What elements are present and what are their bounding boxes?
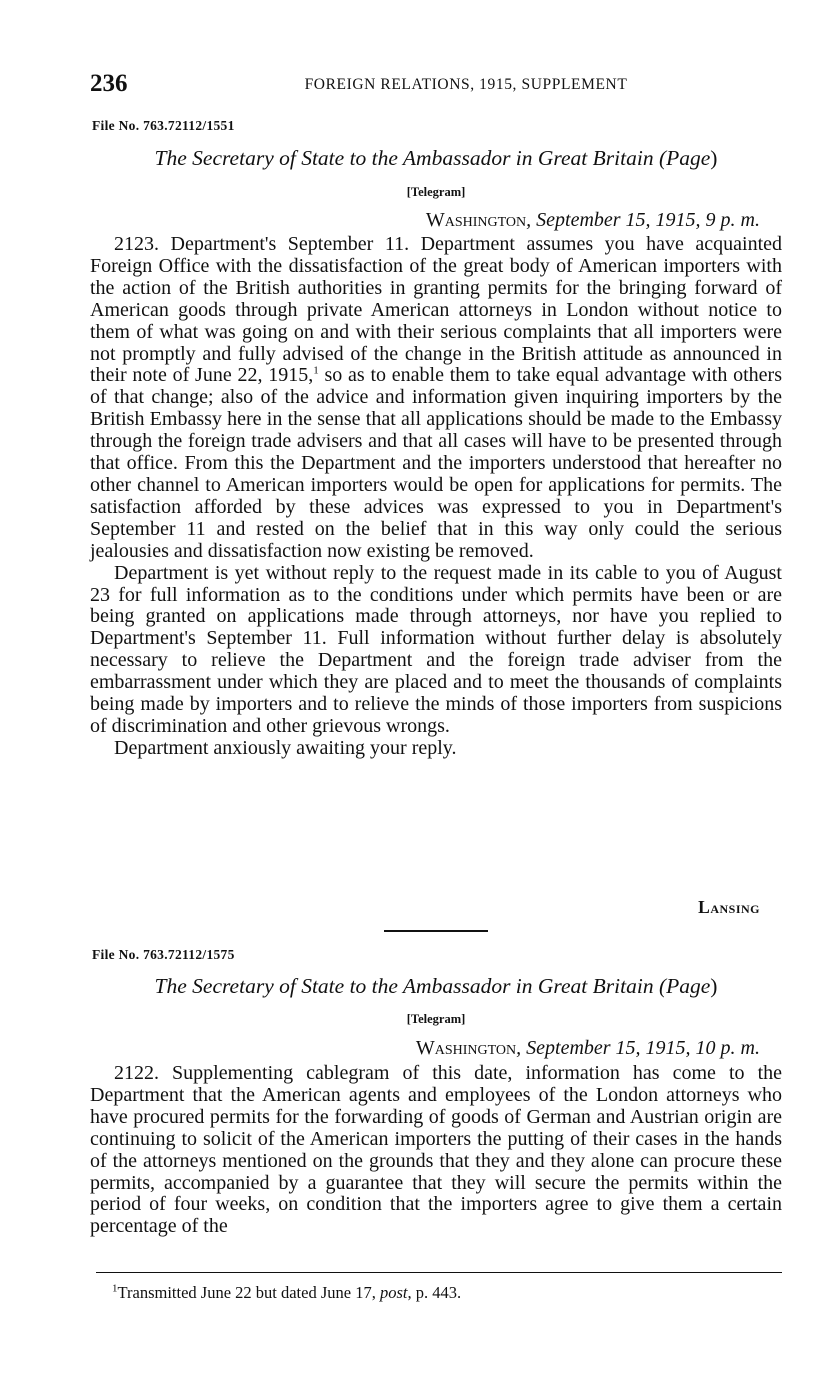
paragraph bbox=[90, 234, 782, 563]
file-number: File No. 763.72112/1551 bbox=[92, 118, 235, 133]
title-name bbox=[666, 974, 710, 998]
telegram-body bbox=[90, 234, 782, 760]
document-page bbox=[90, 0, 782, 1380]
footnote-text-end: , p. 443. bbox=[407, 1283, 462, 1302]
paragraph-text: 2123. Department's September 11. Department assumes you have acquainted Foreign Office with the dissatisfaction of the great body of American importers with the action of the British authorities in granting permits for the bringing forward of American goods through private American attorneys in London without notice to them of what was going on and with their serious complaints that all importers were not promptly and fully advised of the change in the British attitude as announced in their note of June 22, 1915, bbox=[90, 233, 782, 387]
dateline-place: Washington bbox=[415, 1037, 517, 1059]
title-text: The Secretary of State to the Ambassador in Great Britain ( bbox=[154, 146, 667, 170]
footnote bbox=[112, 1283, 461, 1303]
document-title bbox=[90, 146, 782, 171]
footnote-rule bbox=[96, 1272, 782, 1273]
paragraph: 2122. Supplementing cablegram of this date, information has come to the Department that the American agents and employees of the London attorneys who have procured permits for the forwarding of goods of German and Austrian origin are continuing to solicit of the American importers the putting of their cases in the hands of the attorneys mentioned on the grounds that they and they alone can procure these permits, accompanied by a guarantee that they will secure the permits within the period of four weeks, on condition that the importers agree to give them a certain percentage of the bbox=[90, 1062, 782, 1238]
footnote-ref: 1 bbox=[313, 364, 319, 377]
signature: Lansing bbox=[698, 897, 760, 917]
dateline-date: , September 15, 1915, 9 p. m. bbox=[526, 209, 760, 231]
footnote-marker: 1 bbox=[112, 1282, 118, 1295]
page-header bbox=[90, 70, 782, 100]
dateline bbox=[416, 1037, 760, 1060]
footnote-text: Transmitted June 22 but dated June 17, bbox=[117, 1283, 380, 1302]
title-close: ) bbox=[710, 974, 718, 998]
telegram-body bbox=[90, 1063, 782, 1238]
title-name bbox=[666, 146, 710, 170]
title-name-text: Page bbox=[666, 974, 711, 998]
title-close: ) bbox=[710, 146, 718, 170]
dateline-place: Washington bbox=[425, 209, 527, 231]
paragraph: Department anxiously awaiting your reply. bbox=[114, 736, 457, 759]
paragraph-text-continued: so as to enable them to take equal advantage with others of that change; also of the advice and information given inquiring importers by the British Embassy here in the sense that all applications should be made to the Embassy through the foreign trade advisers and that all cases will have to be presented through that office. From this the Department and the importers understood that hereafter no other channel to American importers would be open for applications for permits. The satisfaction afforded by these advices was expressed to you in Department's September 11 and rested on the belief that in this way only could the serious jealousies and dissatisfaction now existing be removed. bbox=[90, 364, 782, 562]
title-text: The Secretary of State to the Ambassador in Great Britain ( bbox=[154, 974, 667, 998]
paragraph: Department is yet without reply to the request made in its cable to you of August 23 for full information as to the conditions under which permits have been or are being granted on applications made through attorneys, nor have you replied to Department's September 11. Full information without further delay is absolutely necessary to relieve the Department and the foreign trade adviser from the embarrassment under which they are placed and to meet the thousands of complaints being made by importers and to relieve the minds of those importers from suspicions of discrimination and other grievous wrongs. bbox=[90, 561, 782, 737]
file-number: File No. 763.72112/1575 bbox=[92, 947, 235, 962]
dateline-date: , September 15, 1915, 10 p. m. bbox=[516, 1037, 760, 1059]
document-type: [Telegram] bbox=[406, 185, 466, 199]
document-type: [Telegram] bbox=[406, 1012, 466, 1026]
page-number: 236 bbox=[90, 70, 128, 97]
footnote-italic: post bbox=[379, 1283, 408, 1302]
title-name-text: Page bbox=[666, 146, 711, 170]
running-title: FOREIGN RELATIONS, 1915, SUPPLEMENT bbox=[304, 76, 628, 93]
section-divider bbox=[384, 930, 488, 932]
dateline bbox=[426, 209, 760, 232]
document-title bbox=[90, 974, 782, 999]
